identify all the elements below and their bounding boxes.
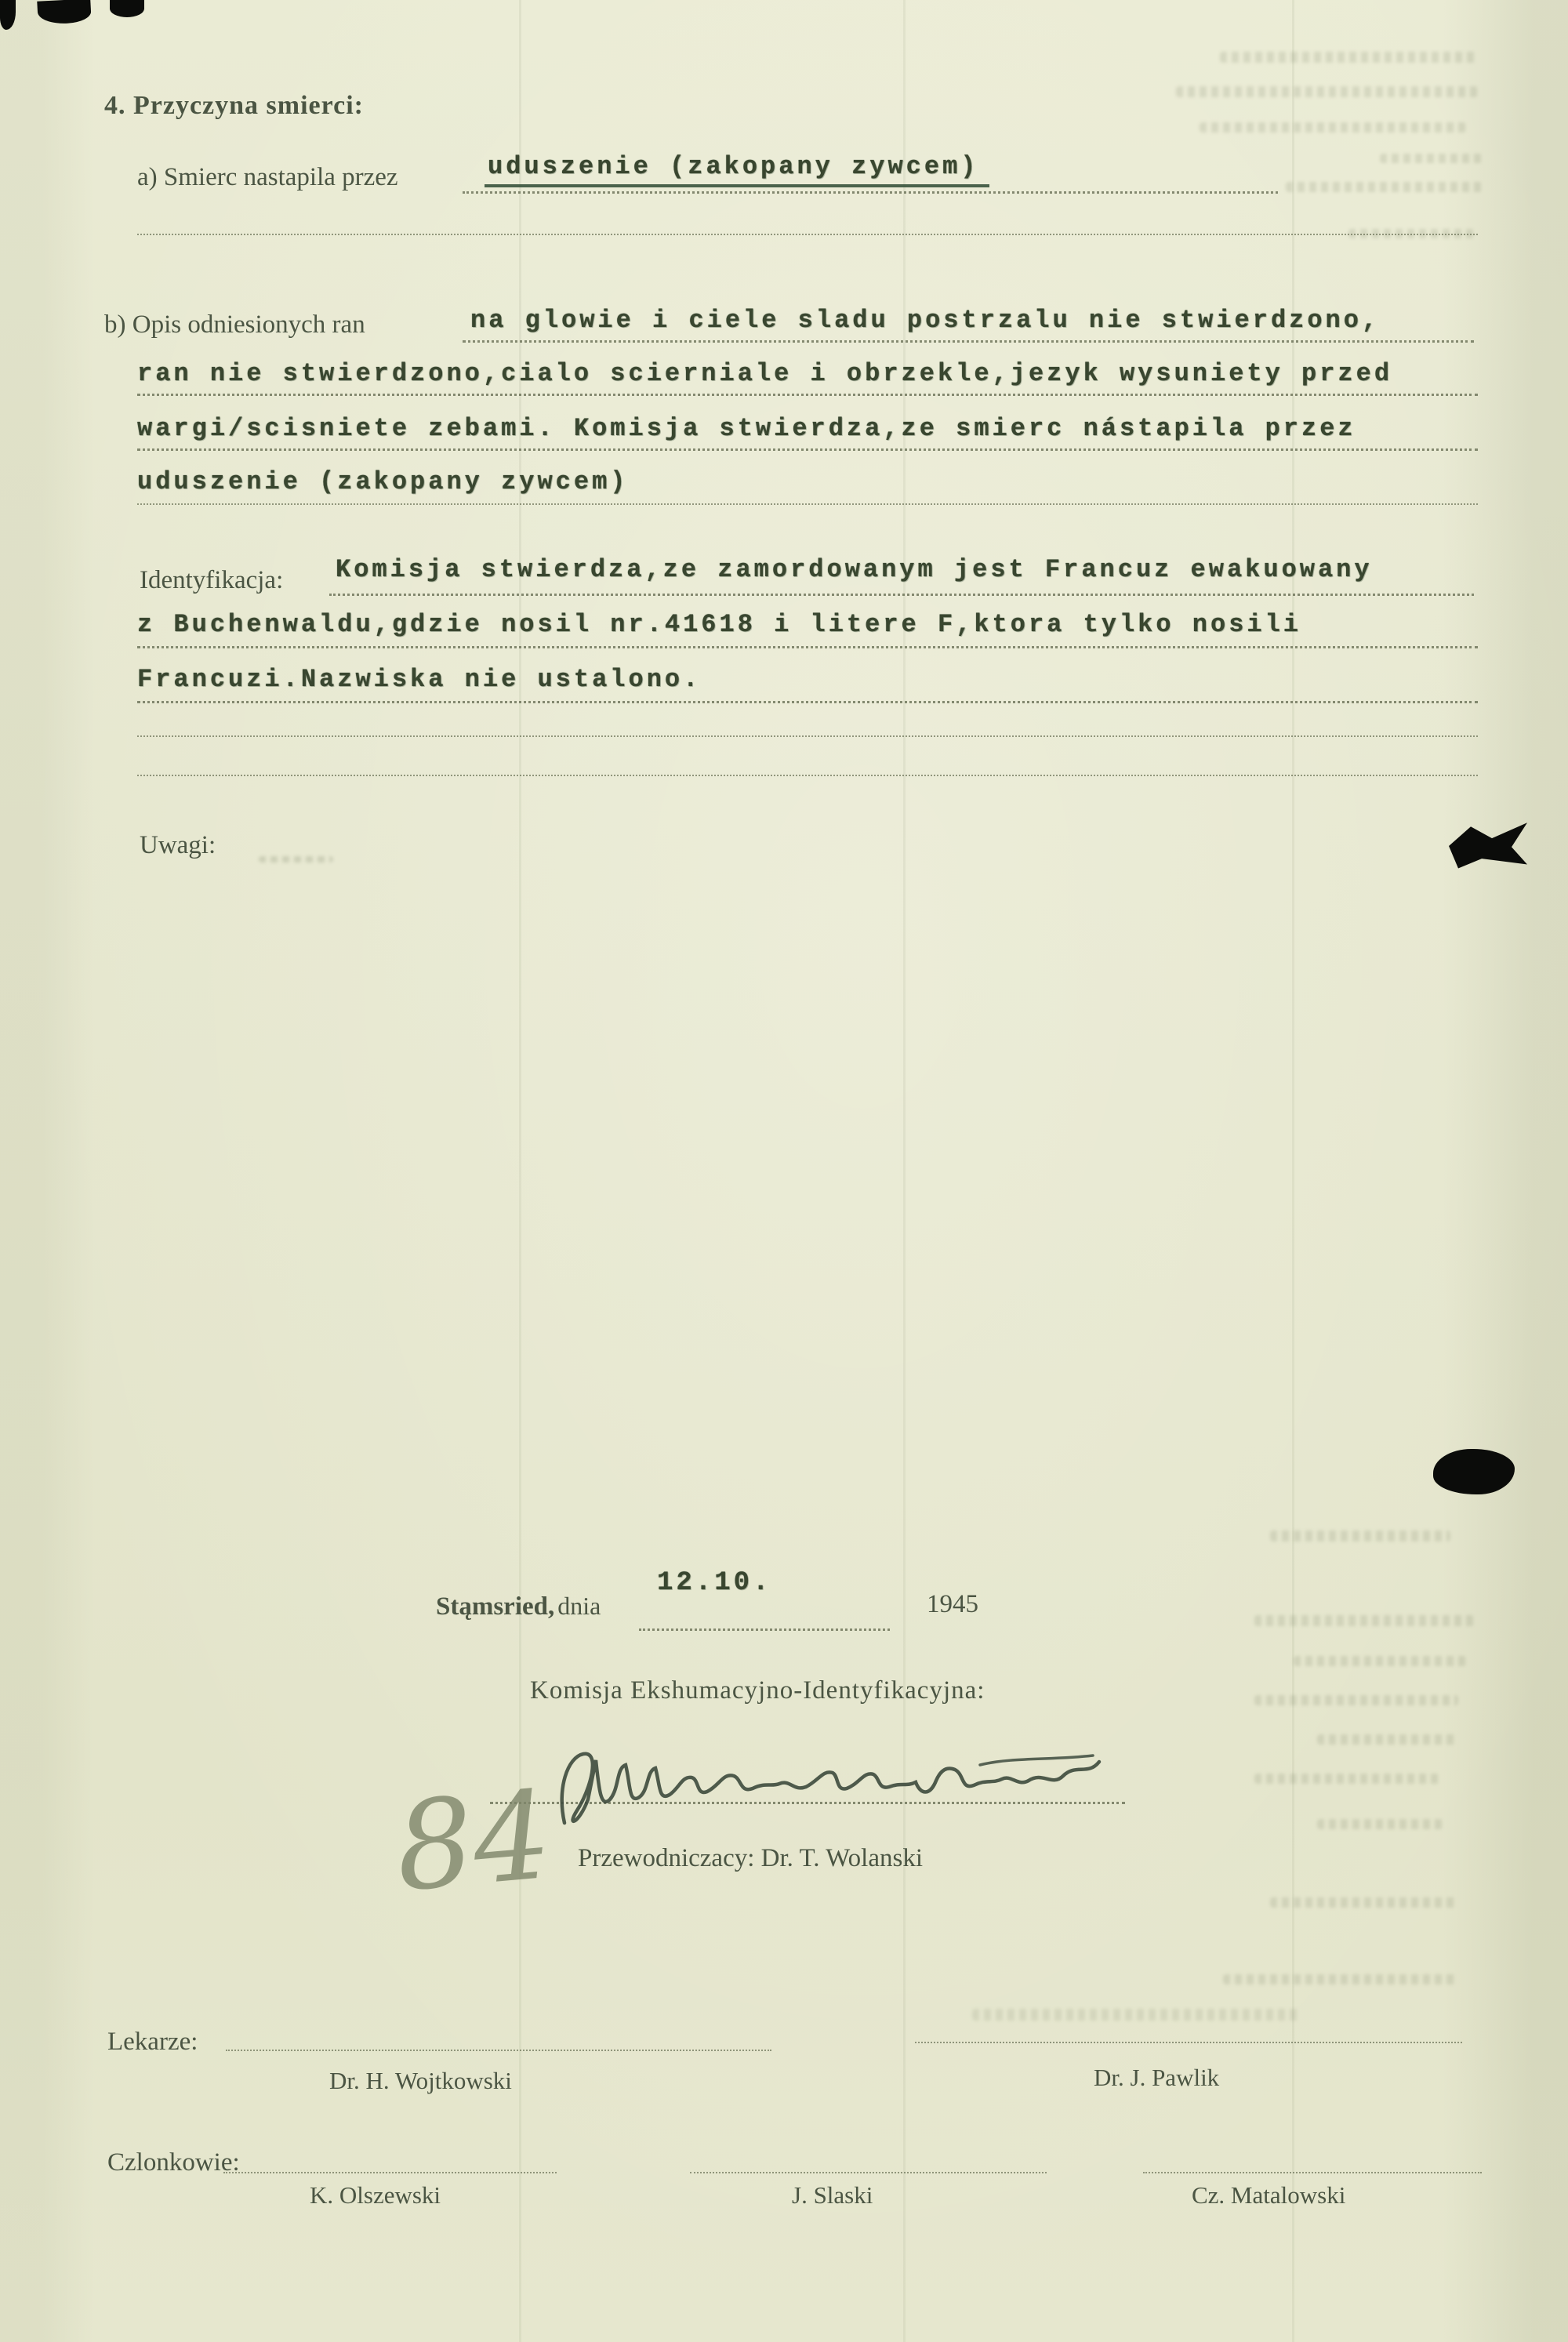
member-name: Cz. Matalowski (1192, 2181, 1346, 2209)
section-heading: 4. Przyczyna smierci: (104, 91, 364, 120)
pencil-mark (259, 856, 333, 862)
dotted-rule (137, 775, 1478, 776)
field-b-line: na glowie i ciele sladu postrzalu nie stwierdzono, (470, 306, 1381, 335)
field-b-line: ran nie stwierdzono,cialo scierniale i obrzekle,jezyk wysuniety przed (137, 359, 1393, 388)
identification-line: Komisja stwierdza,ze zamordowanym jest Francuz ewakuowany (336, 555, 1373, 584)
bleed-through-text (1270, 1897, 1458, 1908)
dotted-rule (137, 448, 1478, 451)
bleed-through-text (1223, 1974, 1458, 1984)
doctor-name: Dr. H. Wojtkowski (329, 2067, 512, 2094)
dotted-rule (1143, 2172, 1482, 2173)
bleed-through-text (1176, 86, 1478, 97)
commission-title: Komisja Ekshumacyjno-Identyfikacyjna: (530, 1676, 985, 1705)
identification-label: Identyfikacja: (140, 566, 284, 594)
bleed-through-text (1317, 1819, 1443, 1829)
bleed-through-text (1200, 122, 1466, 133)
dotted-rule (137, 394, 1478, 396)
dotted-rule (639, 1629, 890, 1631)
dotted-rule (137, 503, 1478, 505)
bleed-through-text (1286, 182, 1482, 192)
bleed-through-text (1220, 52, 1479, 63)
chairman-signature (541, 1737, 1105, 1854)
bleed-through-text (1254, 1615, 1474, 1626)
bleed-through-text (1380, 154, 1482, 163)
chairman-line: Przewodniczacy: Dr. T. Wolanski (578, 1844, 923, 1872)
dotted-rule (226, 2050, 771, 2051)
ink-mark (37, 0, 91, 25)
dotted-rule (137, 735, 1478, 737)
field-a-label: a) Smierc nastapila przez (137, 163, 398, 191)
day-word: dnia (557, 1592, 601, 1620)
dotted-rule (137, 701, 1478, 703)
bleed-through-text (1294, 1656, 1466, 1666)
paper-streak (519, 0, 521, 2342)
ink-blot (1433, 1449, 1515, 1494)
remarks-label: Uwagi: (140, 831, 216, 859)
dotted-rule (329, 594, 1474, 596)
bleed-through-text (1254, 1695, 1458, 1705)
dotted-rule (223, 2172, 557, 2173)
dotted-rule (915, 2042, 1462, 2043)
handwritten-number: 84 (390, 1763, 557, 1919)
place-name: Stąmsried, (436, 1592, 555, 1621)
paper-streak (1292, 0, 1294, 2342)
ink-mark (110, 0, 144, 17)
bleed-through-text (972, 2009, 1301, 2021)
ink-mark (0, 0, 16, 30)
dotted-rule (463, 340, 1474, 343)
year-label: 1945 (927, 1590, 978, 1618)
member-name: J. Slaski (792, 2181, 873, 2209)
paper-streak (903, 0, 906, 2342)
dotted-rule (463, 191, 1278, 194)
member-name: K. Olszewski (310, 2181, 441, 2209)
doctor-name: Dr. J. Pawlik (1094, 2064, 1220, 2091)
ink-blot (1449, 822, 1527, 870)
bleed-through-text (1254, 1774, 1443, 1784)
doctors-label: Lekarze: (107, 2028, 198, 2056)
identification-line: z Buchenwaldu,gdzie nosil nr.41618 i litere F,ktora tylko nosili (137, 610, 1301, 639)
dotted-rule (137, 646, 1478, 648)
bleed-through-text (1270, 1530, 1450, 1541)
dotted-rule (137, 234, 1478, 235)
field-a-value: uduszenie (zakopany zywcem) (485, 152, 989, 187)
identification-line: Francuzi.Nazwiska nie ustalono. (137, 665, 702, 694)
field-b-line: uduszenie (zakopany zywcem) (137, 467, 629, 496)
field-b-line: wargi/scisniete zebami. Komisja stwierdza,ze smierc nástapila przez (137, 414, 1356, 443)
members-label: Czlonkowie: (107, 2148, 240, 2177)
bleed-through-text (1317, 1734, 1458, 1745)
date-value: 12.10. (657, 1568, 772, 1598)
field-b-label: b) Opis odniesionych ran (104, 310, 365, 339)
dotted-rule (690, 2172, 1047, 2173)
